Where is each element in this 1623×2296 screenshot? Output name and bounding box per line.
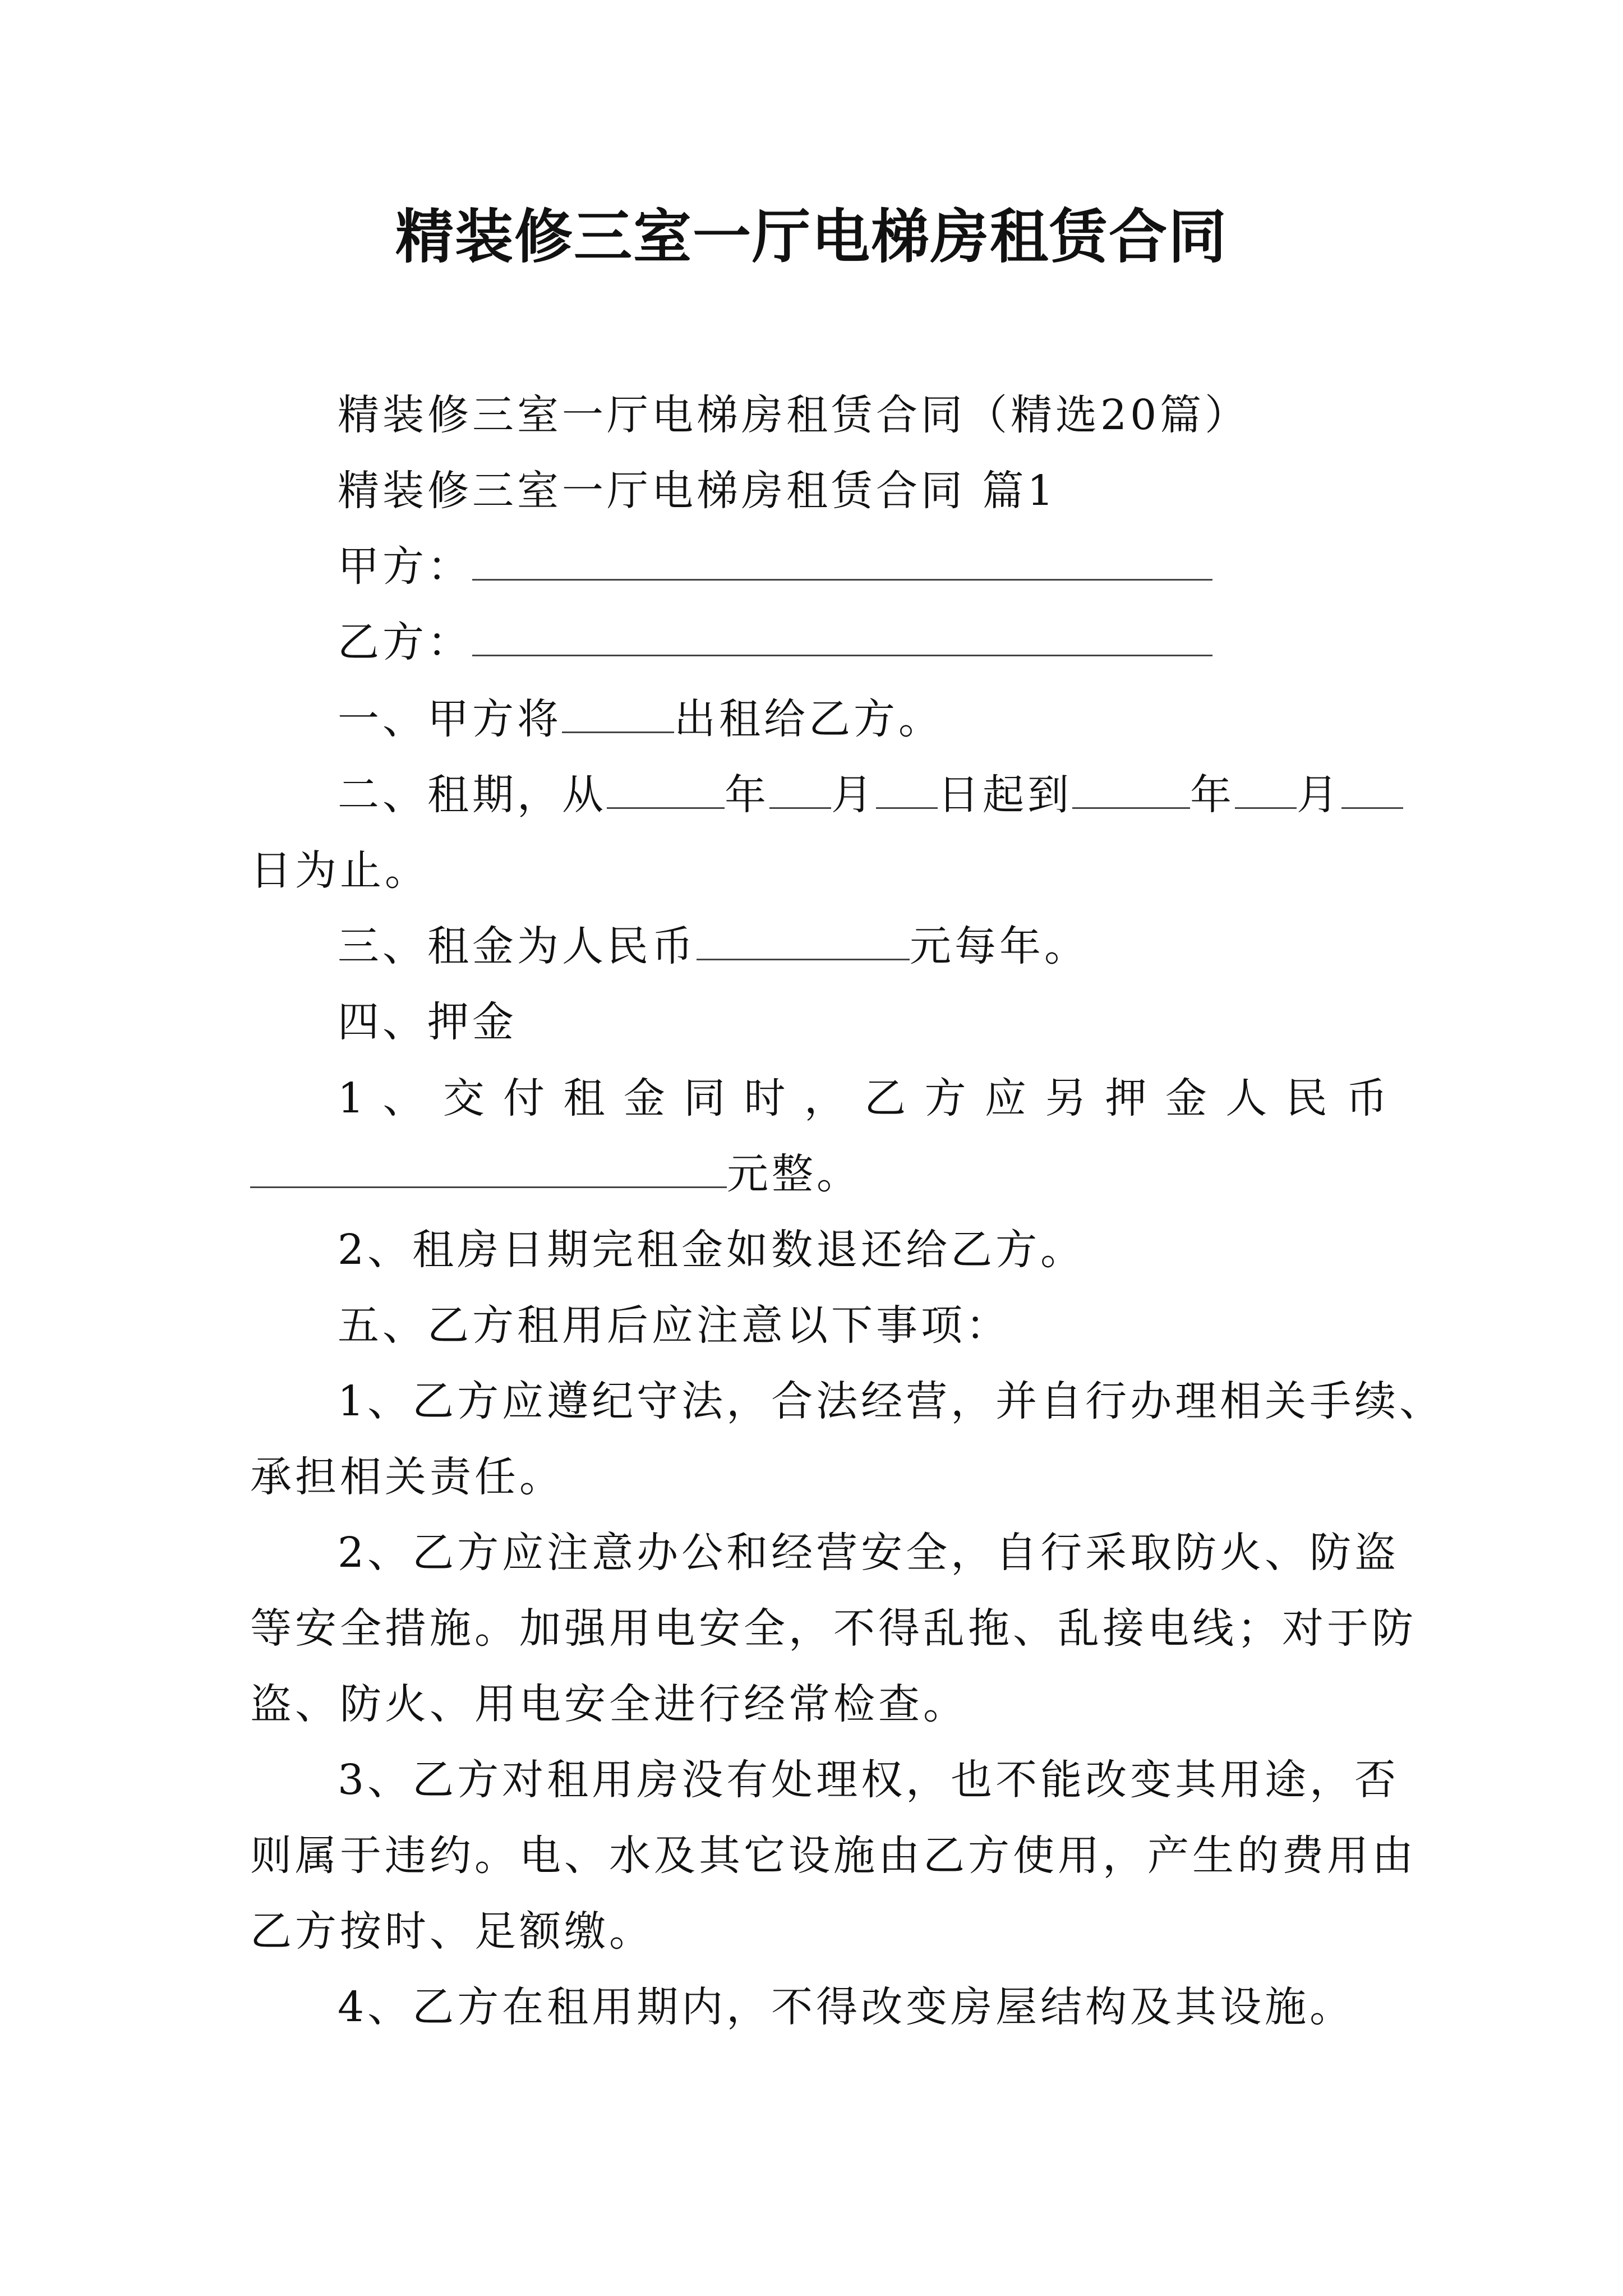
clause-2-text-month-start: 月 bbox=[831, 771, 876, 819]
clause-3-blank bbox=[697, 919, 910, 960]
clause-5-rule-2-line-1: 2、乙方应注意办公和经营安全，自行采取防火、防盗 bbox=[338, 1529, 1400, 1577]
clause-2-text-month-end: 月 bbox=[1297, 771, 1341, 819]
clause-4-item-1-text: 元整。 bbox=[727, 1150, 861, 1198]
clause-4-item-1-char: 租 bbox=[563, 1074, 605, 1122]
clause-5-rule-1-line-2: 承担相关责任。 bbox=[250, 1453, 564, 1501]
clause-1-blank bbox=[562, 692, 674, 733]
clause-4-item-1-char: 1 bbox=[338, 1074, 365, 1122]
party-b-label: 乙方： bbox=[338, 618, 472, 666]
party-a-blank bbox=[472, 540, 1212, 581]
clause-2-text-year-start: 年 bbox=[725, 771, 769, 819]
clause-1-text-b: 出租给乙方。 bbox=[674, 695, 943, 743]
clause-2-blank-month-start bbox=[769, 768, 831, 809]
clause-5-rule-3-line-2: 则属于违约。电、水及其它设施由乙方使用，产生的费用由 bbox=[250, 1832, 1417, 1880]
clause-4-item-1-char: 付 bbox=[503, 1074, 545, 1122]
party-b-blank bbox=[472, 615, 1212, 656]
clause-4-item-1-char: 币 bbox=[1345, 1074, 1387, 1122]
section-heading: 精装修三室一厅电梯房租赁合同 篇1 bbox=[338, 467, 1057, 515]
clause-1 bbox=[338, 691, 943, 747]
clause-2-blank-month-end bbox=[1235, 768, 1297, 809]
clause-2-text-day-start: 日起到 bbox=[938, 771, 1072, 819]
clause-3 bbox=[338, 918, 1089, 974]
clause-5-heading: 五、乙方租用后应注意以下事项： bbox=[338, 1301, 1011, 1350]
subtitle: 精装修三室一厅电梯房租赁合同（精选20篇） bbox=[338, 391, 1250, 439]
clause-4-item-1-char: 另 bbox=[1045, 1074, 1087, 1122]
clause-5-rule-3-line-3: 乙方按时、足额缴。 bbox=[250, 1907, 654, 1955]
clause-2-blank-year-start bbox=[607, 768, 725, 809]
clause-4-item-1-char: 民 bbox=[1285, 1074, 1327, 1122]
clause-4-item-1-char: 金 bbox=[1165, 1074, 1207, 1122]
party-a-label: 甲方： bbox=[338, 542, 472, 591]
clause-4-item-2: 2、租房日期完租金如数退还给乙方。 bbox=[338, 1226, 1086, 1274]
document-title: 精装修三室一厅电梯房租赁合同 bbox=[395, 202, 1228, 271]
clause-4-item-1-char: 押 bbox=[1105, 1074, 1147, 1122]
clause-4-item-1-char: 金 bbox=[623, 1074, 665, 1122]
clause-4-item-1-char: 应 bbox=[984, 1074, 1026, 1122]
clause-5-rule-2-line-3: 盗、防火、用电安全进行经常检查。 bbox=[250, 1680, 968, 1728]
clause-1-text-a: 一、甲方将 bbox=[338, 695, 562, 743]
clause-2-continuation: 日为止。 bbox=[250, 846, 430, 895]
clause-4-item-1-char: 时 bbox=[744, 1074, 786, 1122]
clause-3-text-a: 三、租金为人民币 bbox=[338, 922, 697, 970]
party-a-line bbox=[338, 539, 1212, 595]
clause-5-rule-1-line-1: 1、乙方应遵纪守法，合法经营，并自行办理相关手续、 bbox=[338, 1377, 1445, 1425]
clause-4-item-1-char: 同 bbox=[684, 1074, 726, 1122]
clause-4-item-1-char: ， bbox=[804, 1074, 846, 1122]
clause-4-item-1-char: 交 bbox=[442, 1074, 485, 1122]
clause-5-rule-4-line-1: 4、乙方在租用期内，不得改变房屋结构及其设施。 bbox=[338, 1983, 1355, 2031]
clause-2-text-year-end: 年 bbox=[1190, 771, 1235, 819]
clause-2 bbox=[338, 767, 1403, 823]
clause-4-item-1-char: 乙 bbox=[864, 1074, 906, 1122]
party-b-line bbox=[338, 614, 1212, 670]
clause-2-blank-year-end bbox=[1072, 768, 1190, 809]
clause-4-item-1 bbox=[338, 1070, 1387, 1126]
clause-5-rule-3-line-1: 3、乙方对租用房没有处理权，也不能改变其用途，否 bbox=[338, 1756, 1400, 1804]
clause-3-text-b: 元每年。 bbox=[910, 922, 1089, 970]
clause-5-rule-2-line-2: 等安全措施。加强用电安全，不得乱拖、乱接电线；对于防 bbox=[250, 1604, 1417, 1653]
clause-4-item-1-char: 、 bbox=[382, 1074, 425, 1122]
clause-4-heading: 四、押金 bbox=[338, 998, 517, 1046]
clause-2-blank-day-end bbox=[1341, 768, 1403, 809]
clause-4-item-1-char: 人 bbox=[1225, 1074, 1267, 1122]
clause-2-blank-day-start bbox=[876, 768, 938, 809]
clause-2-text-a: 二、租期，从 bbox=[338, 771, 607, 819]
clause-4-item-1-char: 方 bbox=[924, 1074, 966, 1122]
clause-4-deposit-blank bbox=[250, 1147, 727, 1188]
clause-4-item-1-continuation bbox=[250, 1146, 861, 1202]
